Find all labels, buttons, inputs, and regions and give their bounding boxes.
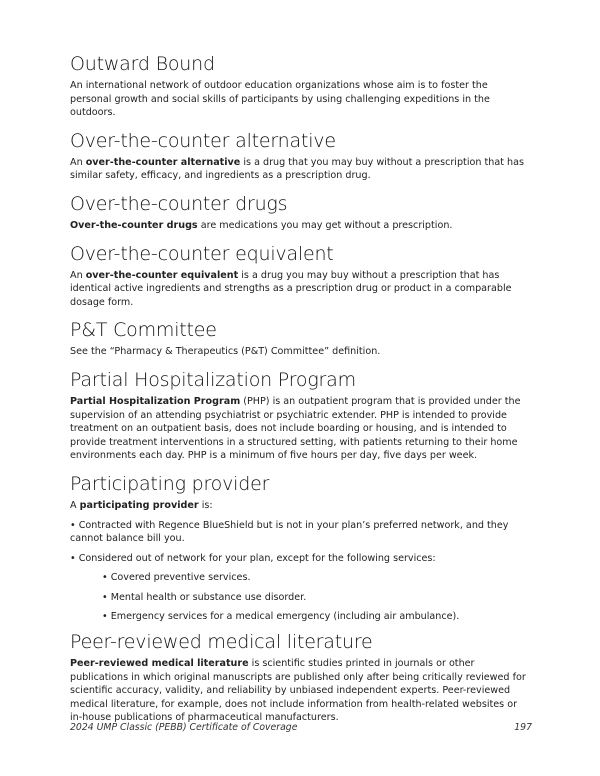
definition-text: An over-the-counter alternative is a drug that you may buy without a prescription that has similar safety, efficacy, and ingredients as a prescription drug. <box>70 156 524 182</box>
definition-otc-drugs <box>70 192 532 233</box>
defined-term: Partial Hospitalization Program <box>70 395 241 407</box>
page-footer <box>70 722 532 733</box>
definition-text: A participating provider is: <box>70 499 213 511</box>
definition-heading: P&T Committee <box>70 319 217 342</box>
sub-bullet-item: • Emergency services for a medical emergency (including air ambulance). <box>102 611 460 623</box>
definition-heading: Over-the-counter equivalent <box>70 242 334 265</box>
defined-term: Peer-reviewed medical literature <box>70 658 249 670</box>
document-page <box>70 52 532 734</box>
definition-heading: Outward Bound <box>70 53 215 75</box>
definition-text: An international network of outdoor education organizations whose aim is to foster the personal growth and social skills of participants by using challenging expeditions in the outdoors. <box>70 80 490 119</box>
defined-term: participating provider <box>79 499 199 511</box>
sub-bullet-list <box>70 571 532 624</box>
definition-text: Peer-reviewed medical literature is scientific studies printed in journals or other publications in which original manuscripts are published only after being critically reviewed for scientific accuracy, validity, and reliability by unbiased independent experts. Peer-reviewed medical literature, for example, does not include information from health-related websites or in-house publications of pharmaceutical manufacturers. <box>70 658 526 724</box>
definition-otc-equivalent <box>70 242 532 310</box>
definition-text: Over-the-counter drugs are medications you may get without a prescription. <box>70 219 453 231</box>
sub-bullet-item: • Covered preventive services. <box>102 572 251 584</box>
defined-term: over-the-counter alternative <box>85 156 241 168</box>
definition-heading: Participating provider <box>70 472 270 495</box>
definition-otc-alternative <box>70 129 532 183</box>
sub-bullet-item: • Mental health or substance use disorder. <box>102 591 307 603</box>
definition-peer-reviewed-literature <box>70 630 532 725</box>
bullet-item: • Contracted with Regence BlueShield but is not in your plan’s preferred network, and they cannot balance bill you. <box>70 519 509 545</box>
defined-term: Over-the-counter drugs <box>70 219 198 231</box>
definition-heading: Partial Hospitalization Program <box>70 368 356 391</box>
footer-title: 2024 UMP Classic (PEBB) Certificate of Coverage <box>70 722 298 733</box>
definition-participating-provider <box>70 472 532 624</box>
definition-text: Partial Hospitalization Program (PHP) is an outpatient program that is provided under the supervision of an attending psychiatrist or psychiatric extender. PHP is intended to provide treatment on an outpatient basis, does not include boarding or housing, and is intended to provide treatment interventions in a structured setting, with patients returning to their home environments each day. PHP is a minimum of five hours per day, five days per week. <box>70 395 521 462</box>
definition-text: An over-the-counter equivalent is a drug you may buy without a prescription that has identical active ingredients and strengths as a prescription drug or product in a comparable dosage form. <box>70 269 512 308</box>
definition-heading: Over-the-counter drugs <box>70 192 288 215</box>
page-number: 197 <box>514 722 532 733</box>
bullet-item: • Considered out of network for your plan, except for the following services: <box>70 552 436 564</box>
defined-term: over-the-counter equivalent <box>85 269 239 281</box>
definition-pt-committee <box>70 318 532 359</box>
definition-heading: Over-the-counter alternative <box>70 129 336 152</box>
definition-partial-hospitalization <box>70 368 532 463</box>
definition-text: See the “Pharmacy & Therapeutics (P&T) Committee” definition. <box>70 346 381 358</box>
definition-outward-bound <box>70 52 532 120</box>
definition-heading: Peer-reviewed medical literature <box>70 631 373 654</box>
